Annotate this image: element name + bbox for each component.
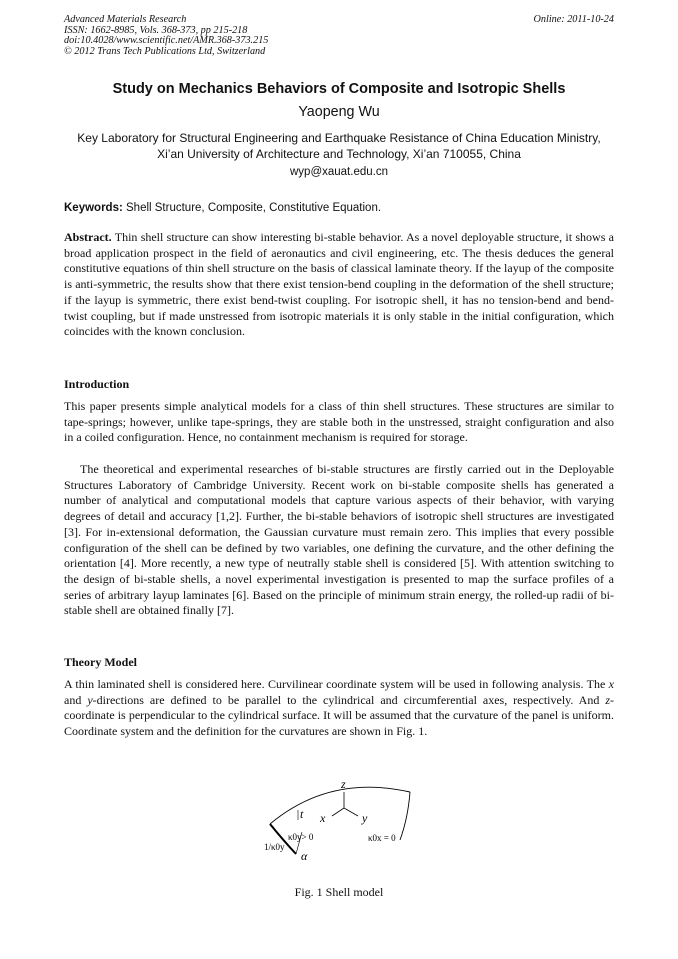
x-axis bbox=[332, 808, 344, 816]
angle-alpha-label: α bbox=[301, 849, 308, 863]
shell-right-edge bbox=[400, 792, 410, 840]
author-name: Yaopeng Wu bbox=[298, 104, 380, 120]
theory-text-2: and bbox=[64, 692, 88, 707]
introduction-paragraph-2: The theoretical and experimental researches of bi-stable structures are firstly carried out in the Deployable Structures Laboratory of Cambridge University. Recent work on bi-stable composite shells has generated a number of analytical and computational models that capture various aspects of their behavior, with varying degrees of detail and accuracy [1,2]. Further, the bi-stable behaviors of isotropic shell structures are investigated [3]. For in-extensional deformation, the Gaussian curvature must remain zero. This implies that every possible configuration of the shell can be defined by two variables, one defining the curvature, and the other defining the orientation [4]. More recently, a new type of neutrally stable shell is considered [5]. With attention switching to the design of bi-stable shells, a novel experimental investigation is presented to map the surface profiles of a series of arbitrary layup laminates [6]. Based on the principle of minimum strain energy, the rolled-up radii of bi-stable shell are obtained finally [7]. bbox=[64, 462, 614, 618]
keywords-label: Keywords: bbox=[64, 202, 123, 214]
shell-model-diagram bbox=[258, 772, 418, 874]
figure-caption: Fig. 1 Shell model bbox=[294, 885, 384, 899]
doi-line: doi:10.4028/www.scientific.net/AMR.368-373.215 bbox=[64, 35, 269, 47]
shell-top-edge bbox=[270, 787, 410, 824]
online-date: Online: 2011-10-24 bbox=[533, 14, 614, 25]
y-axis-label: y bbox=[362, 811, 368, 825]
var-z: z bbox=[605, 692, 611, 707]
affiliation-line-1: Key Laboratory for Structural Engineering and Earthquake Resistance of China Education Ministry, bbox=[77, 131, 601, 145]
theory-paragraph bbox=[64, 677, 614, 740]
y-axis bbox=[344, 808, 358, 816]
author-email: wyp@xauat.edu.cn bbox=[290, 166, 388, 178]
theory-text-4: -coordinate is perpendicular to the cylindrical surface. It will be assumed that the curvature of the panel is uniform. Coordinate system and the definition for the curvatures are shown in Fig. 1. bbox=[64, 692, 615, 739]
journal-header bbox=[64, 15, 268, 57]
x-axis-label: x bbox=[320, 811, 326, 825]
journal-name: Advanced Materials Research bbox=[64, 14, 187, 25]
kappa-ox-label: κ0x = 0 bbox=[368, 833, 396, 843]
theory-text-1: A thin laminated shell is considered here. Curvilinear coordinate system will be used in following analysis. The bbox=[64, 677, 609, 691]
paper-title: Study on Mechanics Behaviors of Composite and Isotropic Shells bbox=[112, 81, 566, 97]
var-y: y bbox=[87, 692, 93, 707]
abstract-label: Abstract. bbox=[64, 230, 112, 244]
theory-heading: Theory Model bbox=[64, 655, 137, 669]
abstract-text: Thin shell structure can show interesting bi-stable behavior. As a novel deployable structure, it shows a broad application prospect in the field of aeronautics and civil engineering, etc. The thesis deduces the general constitutive equations of thin shell structure on the basis of classical laminate theory. If the layup of the composite is anti-symmetric, the results show that there exist tension-bend coupling in the deformation of the shell structure; if the layup is symmetric, there exist bend-twist coupling. For isotropic shell, it has no tension-bend and bend-twist coupling, but if made unstressed from isotropic materials it is only stable in the initial configuration, which coincides with the known conclusion. bbox=[64, 230, 614, 339]
introduction-heading: Introduction bbox=[64, 377, 130, 391]
thickness-label: t bbox=[300, 807, 304, 821]
copyright-line: © 2012 Trans Tech Publications Ltd, Switzerland bbox=[64, 45, 266, 57]
z-axis-label: z bbox=[341, 777, 346, 791]
theory-text-3: -directions are defined to be parallel to the cylindrical and circumferential axes, respectively. And bbox=[92, 692, 606, 707]
introduction-paragraph-1: This paper presents simple analytical models for a class of thin shell structures. These structures are similar to tape-springs; however, unlike tape-springs, they are stable both in the unstressed, straight configuration and also in a coiled configuration. Hence, no containment mechanism is required for storage. bbox=[64, 399, 614, 445]
keywords bbox=[64, 202, 614, 214]
affiliation bbox=[40, 131, 638, 162]
affiliation-line-2: Xi’an University of Architecture and Technology, Xi’an 710055, China bbox=[157, 146, 521, 161]
kappa-oy-label: κ0y> 0 bbox=[288, 832, 314, 842]
issn-line: ISSN: 1662-8985, Vols. 368-373, pp 215-218 bbox=[64, 24, 248, 36]
abstract bbox=[64, 230, 614, 340]
var-x: x bbox=[608, 677, 614, 691]
radius-label: 1/κ0y bbox=[264, 842, 285, 852]
keywords-text: Shell Structure, Composite, Constitutive Equation. bbox=[126, 202, 382, 214]
shell-model-figure bbox=[258, 772, 418, 874]
